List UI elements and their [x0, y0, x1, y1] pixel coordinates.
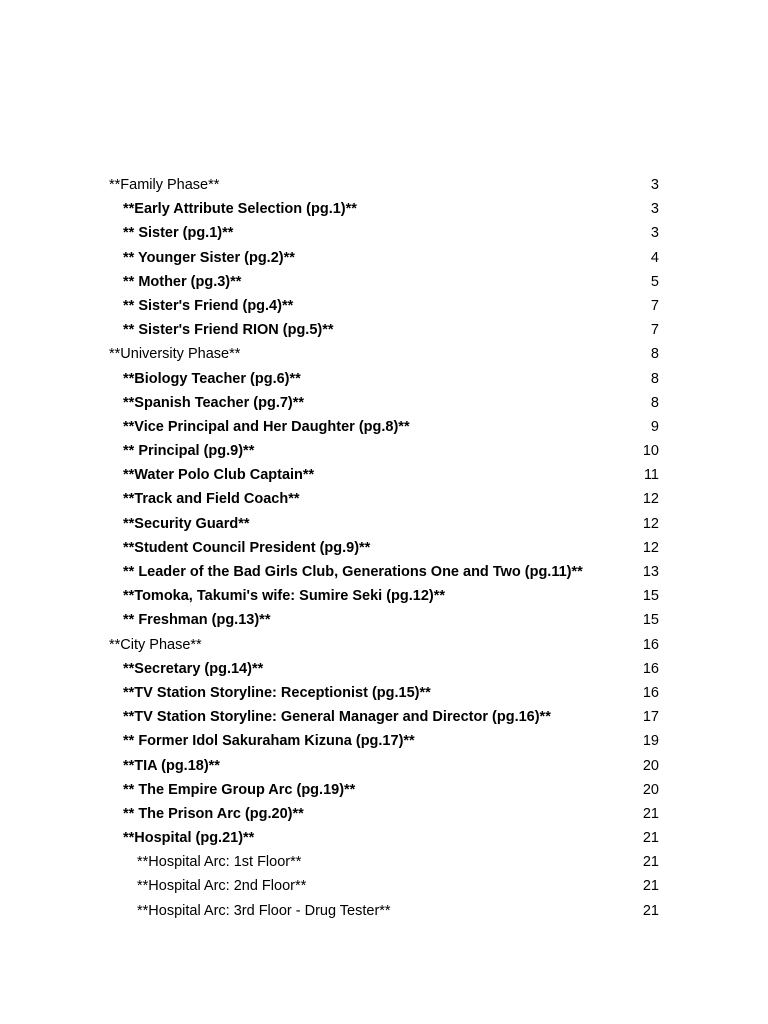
toc-entry-page-number: 8 — [650, 346, 659, 363]
toc-entry[interactable] — [109, 367, 659, 391]
toc-entry-page-number: 21 — [642, 830, 659, 847]
toc-entry-page-number: 17 — [642, 709, 659, 726]
toc-entry-page-number: 3 — [650, 177, 659, 193]
toc-entry-title: **Water Polo Club Captain** — [123, 467, 315, 484]
toc-entry-page-number: 19 — [642, 733, 659, 750]
toc-entry-page-number: 3 — [650, 201, 659, 218]
toc-entry-title: **Spanish Teacher (pg.7)** — [123, 394, 305, 411]
toc-entry[interactable] — [109, 778, 659, 802]
toc-entry[interactable] — [109, 899, 659, 923]
toc-entry[interactable] — [109, 318, 659, 342]
toc-entry-page-number: 16 — [642, 660, 659, 677]
toc-entry-title: **Biology Teacher (pg.6)** — [123, 370, 301, 387]
toc-entry-page-number: 21 — [642, 854, 659, 871]
toc-entry[interactable] — [109, 536, 659, 560]
toc-entry[interactable] — [109, 463, 659, 487]
toc-entry-title: **TIA (pg.18)** — [123, 757, 220, 774]
toc-entry-title: **Family Phase** — [109, 177, 220, 193]
toc-entry-title: **Hospital (pg.21)** — [123, 830, 255, 847]
toc-entry-page-number: 12 — [642, 539, 659, 556]
toc-entry-title: ** Principal (pg.9)** — [123, 443, 255, 460]
toc-entry[interactable] — [109, 197, 659, 221]
toc-entry-page-number: 21 — [642, 902, 659, 919]
toc-entry[interactable] — [109, 342, 659, 366]
toc-entry-page-number: 15 — [642, 612, 659, 629]
toc-entry[interactable] — [109, 584, 659, 608]
toc-entry-title: **Secretary (pg.14)** — [123, 660, 264, 677]
toc-entry-page-number: 21 — [642, 878, 659, 895]
toc-entry[interactable] — [109, 487, 659, 511]
toc-entry-title: **City Phase** — [109, 636, 202, 653]
toc-entry[interactable] — [109, 270, 659, 294]
toc-entry[interactable] — [109, 415, 659, 439]
toc-entry[interactable] — [109, 221, 659, 245]
toc-entry-title: ** Younger Sister (pg.2)** — [123, 249, 295, 266]
toc-entry-page-number: 5 — [650, 273, 659, 290]
toc-entry-title: **Security Guard** — [123, 515, 250, 532]
toc-entry-title: ** Leader of the Bad Girls Club, Generations One and Two (pg.11)** — [123, 564, 583, 580]
toc-entry-title: **University Phase** — [109, 346, 241, 363]
toc-entry-title: **Tomoka, Takumi's wife: Sumire Seki (pg.12)** — [123, 588, 446, 605]
toc-entry[interactable] — [109, 512, 659, 536]
toc-entry-page-number: 10 — [642, 443, 659, 460]
toc-entry-page-number: 16 — [642, 684, 659, 701]
toc-entry-title: **TV Station Storyline: General Manager and Director (pg.16)** — [123, 709, 551, 726]
table-of-contents — [109, 173, 659, 923]
toc-entry[interactable] — [109, 294, 659, 318]
toc-entry-title: **TV Station Storyline: Receptionist (pg.15)** — [123, 684, 431, 701]
toc-entry-page-number: 16 — [642, 636, 659, 653]
toc-entry[interactable] — [109, 802, 659, 826]
toc-entry[interactable] — [109, 850, 659, 874]
toc-entry-page-number: 9 — [650, 418, 659, 435]
toc-entry-title: ** Sister (pg.1)** — [123, 225, 234, 242]
toc-entry-title: ** Sister's Friend (pg.4)** — [123, 297, 294, 314]
toc-entry-title: ** Mother (pg.3)** — [123, 273, 242, 290]
toc-entry-title: ** Former Idol Sakuraham Kizuna (pg.17)** — [123, 733, 415, 750]
toc-entry-page-number: 11 — [643, 467, 659, 484]
toc-entry-title: ** Sister's Friend RION (pg.5)** — [123, 322, 334, 339]
toc-entry-page-number: 13 — [642, 564, 659, 580]
toc-entry-page-number: 12 — [642, 491, 659, 508]
toc-entry-title: **Hospital Arc: 1st Floor** — [137, 854, 302, 871]
toc-entry[interactable] — [109, 874, 659, 898]
toc-entry-page-number: 8 — [650, 370, 659, 387]
toc-entry-title: **Student Council President (pg.9)** — [123, 539, 371, 556]
toc-entry[interactable] — [109, 173, 659, 197]
toc-entry-title: ** Freshman (pg.13)** — [123, 612, 271, 629]
toc-entry[interactable] — [109, 246, 659, 270]
toc-entry-title: **Early Attribute Selection (pg.1)** — [123, 201, 357, 218]
toc-entry[interactable] — [109, 608, 659, 632]
toc-entry-title: ** The Prison Arc (pg.20)** — [123, 805, 304, 822]
toc-entry-page-number: 7 — [650, 297, 659, 314]
toc-entry-page-number: 12 — [642, 515, 659, 532]
toc-entry[interactable] — [109, 754, 659, 778]
toc-entry[interactable] — [109, 826, 659, 850]
toc-entry[interactable] — [109, 391, 659, 415]
toc-entry-page-number: 21 — [642, 805, 659, 822]
toc-entry-page-number: 20 — [642, 757, 659, 774]
toc-entry[interactable] — [109, 633, 659, 657]
toc-entry-title: **Hospital Arc: 2nd Floor** — [137, 878, 307, 895]
toc-entry-page-number: 8 — [650, 394, 659, 411]
toc-entry-title: **Track and Field Coach** — [123, 491, 300, 508]
toc-entry[interactable] — [109, 729, 659, 753]
toc-entry-page-number: 7 — [650, 322, 659, 339]
toc-entry[interactable] — [109, 439, 659, 463]
toc-entry-page-number: 4 — [650, 249, 659, 266]
toc-entry-title: **Hospital Arc: 3rd Floor - Drug Tester** — [137, 902, 391, 919]
toc-entry-page-number: 3 — [650, 225, 659, 242]
toc-entry[interactable] — [109, 705, 659, 729]
toc-entry-page-number: 15 — [642, 588, 659, 605]
toc-entry-title: **Vice Principal and Her Daughter (pg.8)** — [123, 418, 410, 435]
toc-entry[interactable] — [109, 657, 659, 681]
toc-entry[interactable] — [109, 560, 659, 584]
toc-entry-page-number: 20 — [642, 781, 659, 798]
toc-entry[interactable] — [109, 681, 659, 705]
toc-entry-title: ** The Empire Group Arc (pg.19)** — [123, 781, 356, 798]
